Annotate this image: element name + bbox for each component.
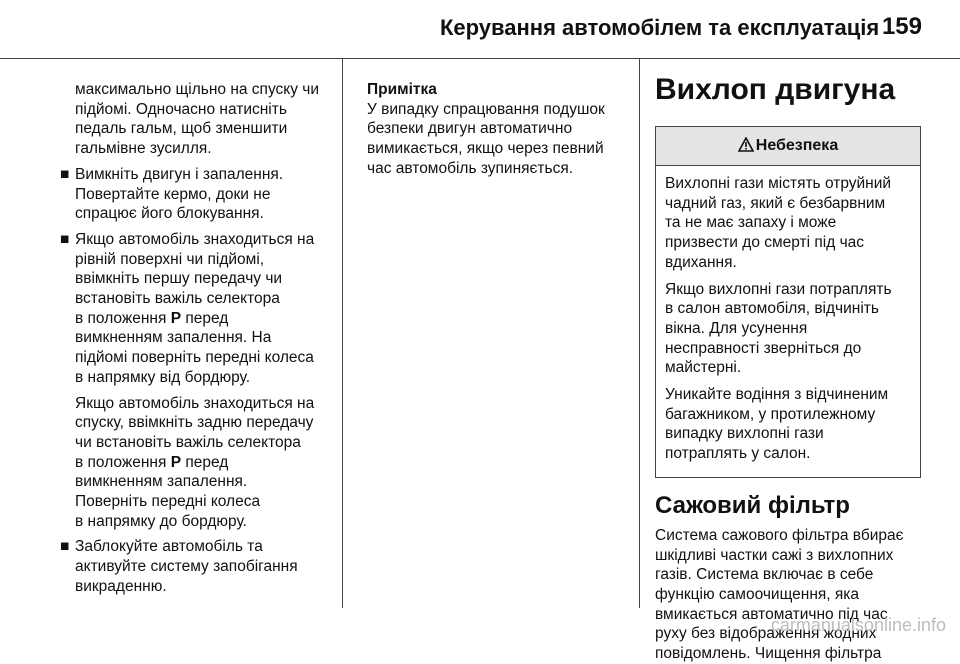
list-item-gear-selection: ■ Якщо автомобіль знаходиться на рівній поверхні чи підйомі, ввімкніть першу передачу чи встановіть важіль селектора в положення P перед вимкненням запалення. На підйомі поверніть передні колеса в напрямку від бордюру. xyxy=(60,230,315,386)
left-column xyxy=(60,80,335,603)
warning-triangle-icon xyxy=(738,137,754,152)
list-item-lock-vehicle: ■ Заблокуйте автомобіль та активуйте систему запобігання викраденню. xyxy=(60,538,298,595)
bullet-icon: ■ xyxy=(60,165,70,183)
danger-paragraph: Якщо вихлопні гази потраплять в салон автомобіля, відчиніть вікна. Для усунення несправності зверніться до майстерні. xyxy=(665,280,892,377)
bullet-icon: ■ xyxy=(60,538,70,556)
right-column xyxy=(655,72,925,664)
list-item-engine-off: ■ Вимкніть двигун і запалення. Повертайте кермо, доки не спрацює його блокування. xyxy=(60,165,284,223)
middle-column xyxy=(367,80,629,179)
column-divider-right xyxy=(639,58,640,608)
note-label: Примітка xyxy=(367,81,437,98)
danger-box xyxy=(655,126,921,478)
column-divider-left xyxy=(342,58,343,608)
gear-p-label: P xyxy=(170,309,182,327)
danger-paragraph: Вихлопні гази містять отруйний чадний газ, який є безбарвним та не має запаху і може призвести до смерті під час вдихання. xyxy=(665,175,892,271)
watermark-text: carmanualsonline.info xyxy=(770,615,946,635)
danger-label: Небезпека xyxy=(755,137,839,154)
bullet-icon: ■ xyxy=(60,230,70,248)
danger-body xyxy=(656,166,920,477)
intro-paragraph: максимально щільно на спуску чи підйомі. Одночасно натисніть педаль гальм, щоб зменшити гальмівне зусилля. xyxy=(75,81,320,158)
page-number: 159 xyxy=(881,13,922,40)
subsection-title: Сажовий фільтр xyxy=(655,491,850,519)
filter-paragraph: Система сажового фільтра вбирає шкідливі частки сажі з вихлопних газів. Система включає в себе функцію самоочищення, яка вмикається автоматично під час руху без відображення жодних повідомлень. Чищення фільтра xyxy=(655,526,904,663)
danger-header xyxy=(656,127,920,166)
section-title: Вихлоп двигуна xyxy=(655,73,896,106)
note-text: У випадку спрацювання подушок безпеки двигун автоматично вимикається, якщо через певний час автомобіль зупиняється. xyxy=(367,100,605,177)
danger-paragraph: Уникайте водіння з відчиненим багажником, у протилежному випадку вихлопні гази потраплять у салон. xyxy=(665,386,889,463)
header-divider xyxy=(0,58,960,59)
gear-p-label: P xyxy=(170,453,182,471)
downhill-paragraph: Якщо автомобіль знаходиться на спуску, ввімкніть задню передачу чи встановіть важіль селектора в положення P перед вимкненням запалення. Поверніть передні колеса в напрямку до бордюру. xyxy=(75,394,315,530)
header-title: Керування автомобілем та експлуатація xyxy=(440,15,880,40)
